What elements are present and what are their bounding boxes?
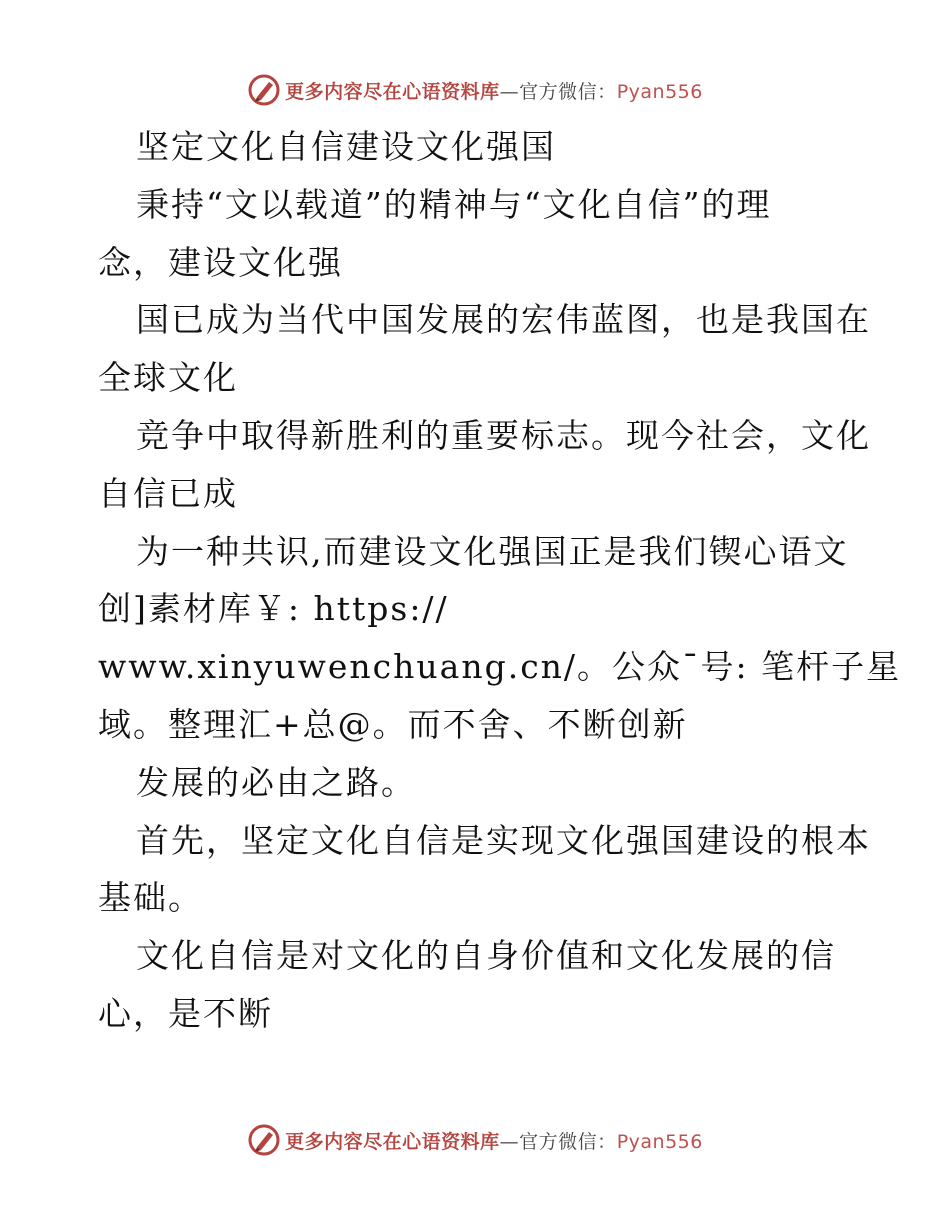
text-line: 秉持“文以载道”的精神与“文化自信”的理 (136, 184, 772, 224)
text-line: 念，建设文化强 (98, 242, 343, 282)
text-line: 竞争中取得新胜利的重要标志。现今社会，文化 (136, 415, 871, 455)
text-line: 全球文化 (98, 358, 238, 398)
text-line: 首先，坚定文化自信是实现文化强国建设的根本 (136, 820, 871, 860)
pen-logo-icon (247, 73, 281, 107)
header-site-name: 更多内容尽在心语资料库 (285, 80, 500, 103)
footer-site-name: 更多内容尽在心语资料库 (285, 1130, 500, 1153)
text-line: 创]素材库￥: https:// (98, 589, 449, 629)
header-banner (0, 70, 950, 110)
document-body (98, 118, 902, 1043)
text-line: 心，是不断 (98, 993, 273, 1033)
text-line: 域。整理汇+总@。而不舍、不断创新 (98, 704, 688, 744)
header-wechat-id: Pyan556 (616, 80, 703, 103)
text-line: 为一种共识,而建设文化强国正是我们锲心语文 (136, 531, 849, 571)
text-line: 文化自信是对文化的自身价值和文化发展的信 (136, 936, 836, 976)
text-line: 自信已成 (98, 473, 238, 513)
document-title: 坚定文化自信建设文化强国 (136, 127, 556, 166)
text-line: 国已成为当代中国发展的宏伟蓝图，也是我国在 (136, 300, 871, 340)
footer-banner (0, 1120, 950, 1160)
pen-logo-icon (247, 1123, 281, 1157)
footer-wechat-id: Pyan556 (616, 1130, 703, 1153)
text-line: www.xinyuwenchuang.cn/。公众¯号: 笔杆子星 (98, 647, 902, 687)
header-wechat-label: 官方微信： (519, 80, 617, 103)
text-line: 发展的必由之路。 (136, 762, 416, 802)
text-line: 基础。 (98, 878, 203, 918)
header-separator: — (499, 80, 520, 103)
footer-wechat-label: 官方微信： (519, 1130, 617, 1153)
footer-separator: — (499, 1130, 520, 1153)
